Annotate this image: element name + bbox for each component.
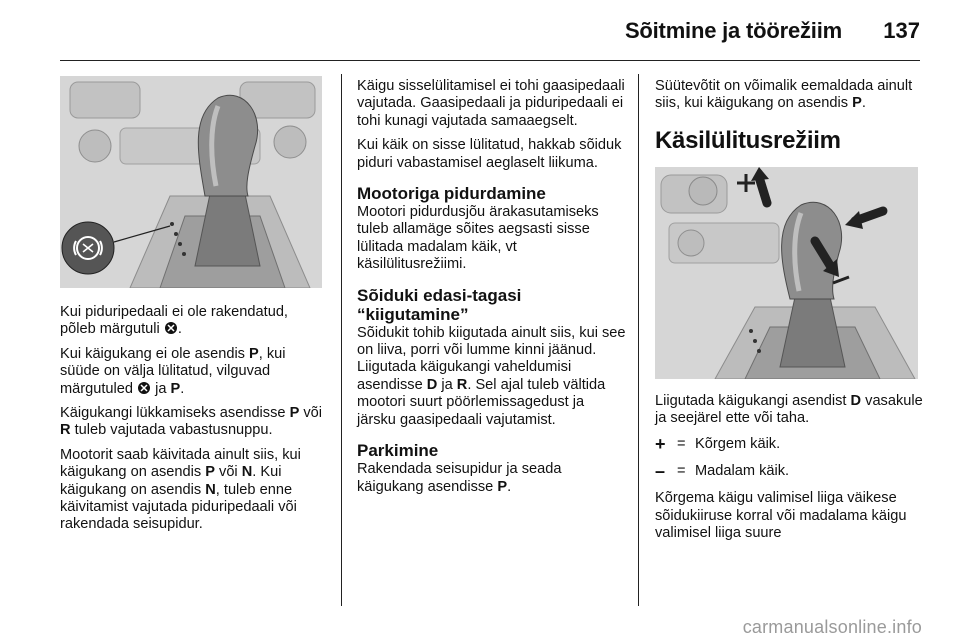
gear-lever-illustration — [60, 76, 322, 288]
column-2 — [357, 78, 627, 503]
paragraph-creep: Kui käik on sisse lülitatud, hakkab sõiduk piduri vabastamisel aeglaselt liikuma. — [357, 137, 622, 171]
page-title: Sõitmine ja töörežiim — [624, 18, 842, 43]
page-number: 137 — [883, 18, 920, 43]
heading-rocking: Sõiduki edasi-tagasi “kiigutamine” — [357, 285, 522, 324]
paragraph-engine-start: Mootorit saab käivitada ainult siis, kui käigukang on asendis P või N. Kui käigukang on asendis N, tuleb enne käivitamist vajutada piduripedaali või rakendada seisupidur. — [60, 446, 301, 533]
plus-icon: + — [655, 433, 666, 454]
heading-engine-braking: Mootoriga pidurdamine — [357, 184, 546, 204]
paragraph-release-button: Käigukangi lükkamiseks asendisse P või R tuleb vajutada vabastusnuppu. — [60, 405, 323, 439]
paragraph-parking: Rakendada seisupidur ja seada käigukang asendisse P. — [357, 461, 562, 495]
manual-shift-image — [655, 167, 918, 379]
paragraph-engine-braking: Mootori pidurdusjõu ärakasutamiseks tuleb allamäge sõites aegsasti sisse lülitada madalam käik, vt käsilülitusrežiimi. — [357, 204, 599, 273]
paragraph-manual-move: Liigutada käigukangi asendist D vasakule ja seejärel ette või taha. — [655, 392, 923, 427]
minus-icon: – — [655, 461, 666, 482]
column-divider-2 — [638, 74, 639, 606]
heading-parking: Parkimine — [357, 441, 439, 461]
page-header — [0, 0, 960, 62]
paragraph-brake-indicator: Kui piduripedaali ei ole rakendatud, põleb märgutuli . — [60, 304, 288, 338]
brake-pedal-indicator-icon — [164, 321, 178, 335]
brake-pedal-indicator-icon — [137, 381, 151, 395]
paragraph-key-removal: Süütevõtit on võimalik eemaldada ainult siis, kui käigukang on asendis P. — [655, 78, 913, 112]
legend-lower-gear: – = Madalam käik. — [655, 461, 790, 482]
paragraph-indicator-flashing: Kui käigukang ei ole asendis P, kui süüde on välja lülitatud, vilguvad märgutuled ja P. — [60, 345, 286, 397]
paragraph-gear-engage: Käigu sisselülitamisel ei tohi gaasipedaali vajutada. Gaasipedaali ja piduripedaali ei tohi kunagi vajutada samaaegselt. — [357, 78, 625, 129]
paragraph-gear-speed-warning: Kõrgema käigu valimisel liiga väikese sõidukiiruse korral või madalama käigu valimisel liiga suure — [655, 490, 907, 542]
column-divider-1 — [341, 74, 342, 606]
paragraph-rocking: Sõidukit tohib kiigutada ainult siis, kui see on liiva, porri või lumme kinni jäänud. Liigutada käigukangi vaheldumisi asendisse D ja R. Sel ajal tuleb vältida mootori suurt pöörlemissagedust ja järsku gaasipedaali vajutamist. — [357, 324, 626, 428]
column-1 — [60, 76, 326, 541]
heading-manual-mode: Käsilülitusrežiim — [655, 126, 841, 154]
gear-shifter-image — [60, 76, 322, 288]
header-rule — [60, 60, 920, 61]
manual-mode-illustration — [655, 167, 918, 379]
column-3 — [655, 78, 923, 550]
watermark: carmanualsonline.info — [742, 617, 922, 637]
legend-higher-gear: + = Kõrgem käik. — [655, 433, 781, 454]
